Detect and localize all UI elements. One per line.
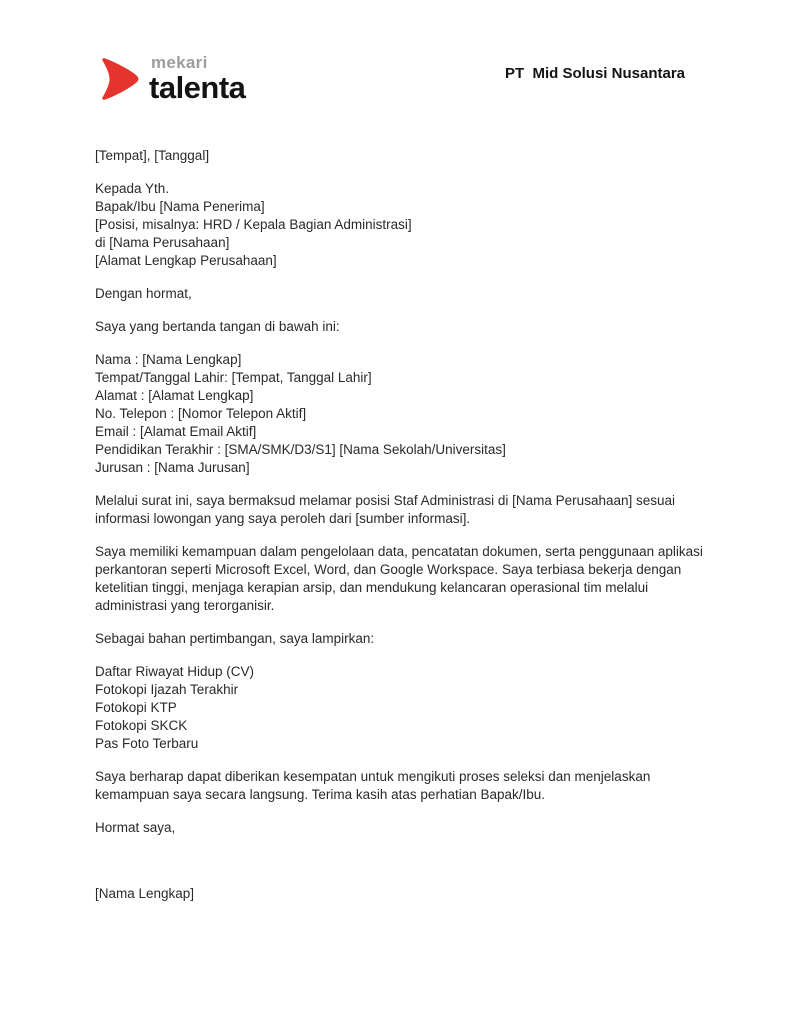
- paragraph-text: Melalui surat ini, saya bermaksud melamar posisi Staf Administrasi di [Nama Perusahaan] sesuai informasi lowongan yang saya peroleh dari [sumber informasi].: [95, 493, 679, 526]
- signoff-block: [95, 819, 713, 837]
- paragraph-text: Saya memiliki kemampuan dalam pengelolaan data, pencatatan dokumen, serta penggunaan aplikasi perkantoran seperti Microsoft Excel, Word, dan Google Workspace. Saya terbiasa bekerja dengan ketelitian tinggi, menjaga kerapian arsip, dan mendukung kelancaran operasional tim melalui administrasi yang terorganisir.: [95, 544, 707, 613]
- attachment-item: Daftar Riwayat Hidup (CV): [95, 664, 255, 679]
- attachment-item: Pas Foto Terbaru: [95, 736, 199, 751]
- salutation-block: [95, 285, 713, 303]
- recipient-line: [Alamat Lengkap Perusahaan]: [95, 253, 277, 268]
- brand-name-talenta: talenta: [149, 70, 246, 105]
- closing-paragraph: [95, 768, 713, 804]
- personal-detail-line: Tempat/Tanggal Lahir: [Tempat, Tanggal Lahir]: [95, 370, 372, 385]
- attachment-item: Fotokopi Ijazah Terakhir: [95, 682, 239, 697]
- letter-body: [95, 147, 713, 903]
- attachments-intro: Sebagai bahan pertimbangan, saya lampirkan:: [95, 631, 375, 646]
- recipient-line: [Posisi, misalnya: HRD / Kepala Bagian Administrasi]: [95, 217, 412, 232]
- paragraph-text: Saya berharap dapat diberikan kesempatan untuk mengikuti proses seleksi dan menjelaskan kemampuan saya secara langsung. Terima kasih atas perhatian Bapak/Ibu.: [95, 769, 655, 802]
- skills-paragraph: [95, 543, 713, 615]
- recipient-line: Kepada Yth.: [95, 181, 170, 196]
- personal-detail-line: Email : [Alamat Email Aktif]: [95, 424, 257, 439]
- salutation: Dengan hormat,: [95, 286, 192, 301]
- mekari-talenta-logo: [95, 52, 245, 103]
- logo-wordmark: [149, 52, 245, 103]
- intro-block: [95, 318, 713, 336]
- attachments-list: [95, 663, 713, 753]
- date-line: [Tempat], [Tanggal]: [95, 148, 210, 163]
- brand-name-mekari: mekari: [151, 53, 208, 72]
- intent-paragraph: [95, 492, 713, 528]
- personal-detail-line: Jurusan : [Nama Jurusan]: [95, 460, 250, 475]
- signature-name: [Nama Lengkap]: [95, 886, 195, 901]
- letter-header: [0, 0, 791, 103]
- personal-detail-line: Pendidikan Terakhir : [SMA/SMK/D3/S1] [Nama Sekolah/Universitas]: [95, 442, 506, 457]
- mekari-arrow-icon: [95, 55, 143, 103]
- recipient-block: [95, 180, 713, 270]
- personal-detail-line: Nama : [Nama Lengkap]: [95, 352, 242, 367]
- intro-line: Saya yang bertanda tangan di bawah ini:: [95, 319, 340, 334]
- recipient-line: di [Nama Perusahaan]: [95, 235, 230, 250]
- attachments-intro-block: [95, 630, 713, 648]
- personal-detail-line: Alamat : [Alamat Lengkap]: [95, 388, 254, 403]
- date-line-block: [95, 147, 713, 165]
- attachment-item: Fotokopi KTP: [95, 700, 177, 715]
- attachment-item: Fotokopi SKCK: [95, 718, 188, 733]
- signoff: Hormat saya,: [95, 820, 176, 835]
- company-name: PT Mid Solusi Nusantara: [504, 65, 685, 82]
- personal-detail-line: No. Telepon : [Nomor Telepon Aktif]: [95, 406, 307, 421]
- recipient-line: Bapak/Ibu [Nama Penerima]: [95, 199, 265, 214]
- personal-details-block: [95, 351, 713, 477]
